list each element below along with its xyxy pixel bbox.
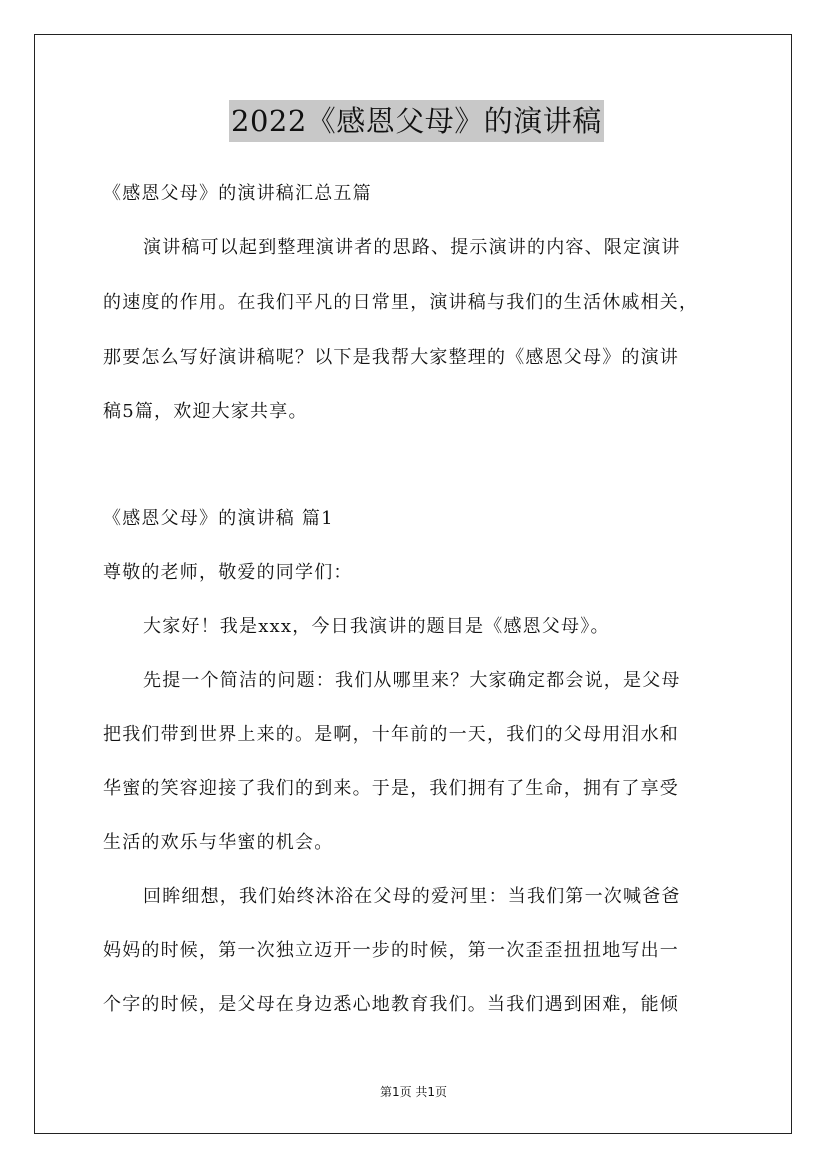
salutation-line: 尊敬的老师，敬爱的同学们： bbox=[103, 562, 353, 583]
paragraph-line: 演讲稿可以起到整理演讲者的思路、提示演讲的内容、限定演讲 bbox=[143, 237, 681, 258]
subtitle-line: 《感恩父母》的演讲稿汇总五篇 bbox=[103, 183, 372, 204]
paragraph-line: 稿5篇，欢迎大家共享。 bbox=[103, 401, 308, 422]
paragraph-line: 大家好！我是xxx，今日我演讲的题目是《感恩父母》。 bbox=[143, 616, 610, 637]
paragraph-line: 回眸细想，我们始终沐浴在父母的爱河里：当我们第一次喊爸爸 bbox=[143, 886, 681, 907]
section-heading: 《感恩父母》的演讲稿 篇1 bbox=[103, 508, 334, 529]
paragraph-line: 那要怎么写好演讲稿呢？以下是我帮大家整理的《感恩父母》的演讲 bbox=[103, 347, 679, 368]
paragraph-line: 个字的时候，是父母在身边悉心地教育我们。当我们遇到困难，能倾 bbox=[103, 994, 679, 1015]
paragraph-line: 华蜜的笑容迎接了我们的到来。于是，我们拥有了生命，拥有了享受 bbox=[103, 778, 679, 799]
paragraph-line: 先提一个简洁的问题：我们从哪里来？大家确定都会说，是父母 bbox=[143, 670, 681, 691]
document-title: 2022《感恩父母》的演讲稿 bbox=[229, 100, 604, 142]
paragraph-line: 妈妈的时候，第一次独立迈开一步的时候，第一次歪歪扭扭地写出一 bbox=[103, 940, 679, 961]
paragraph-line: 的速度的作用。在我们平凡的日常里，演讲稿与我们的生活休戚相关， bbox=[103, 292, 699, 313]
page-footer: 第1页 共1页 bbox=[379, 1085, 448, 1099]
paragraph-line: 生活的欢乐与华蜜的机会。 bbox=[103, 832, 334, 853]
paragraph-line: 把我们带到世界上来的。是啊，十年前的一天，我们的父母用泪水和 bbox=[103, 724, 679, 745]
